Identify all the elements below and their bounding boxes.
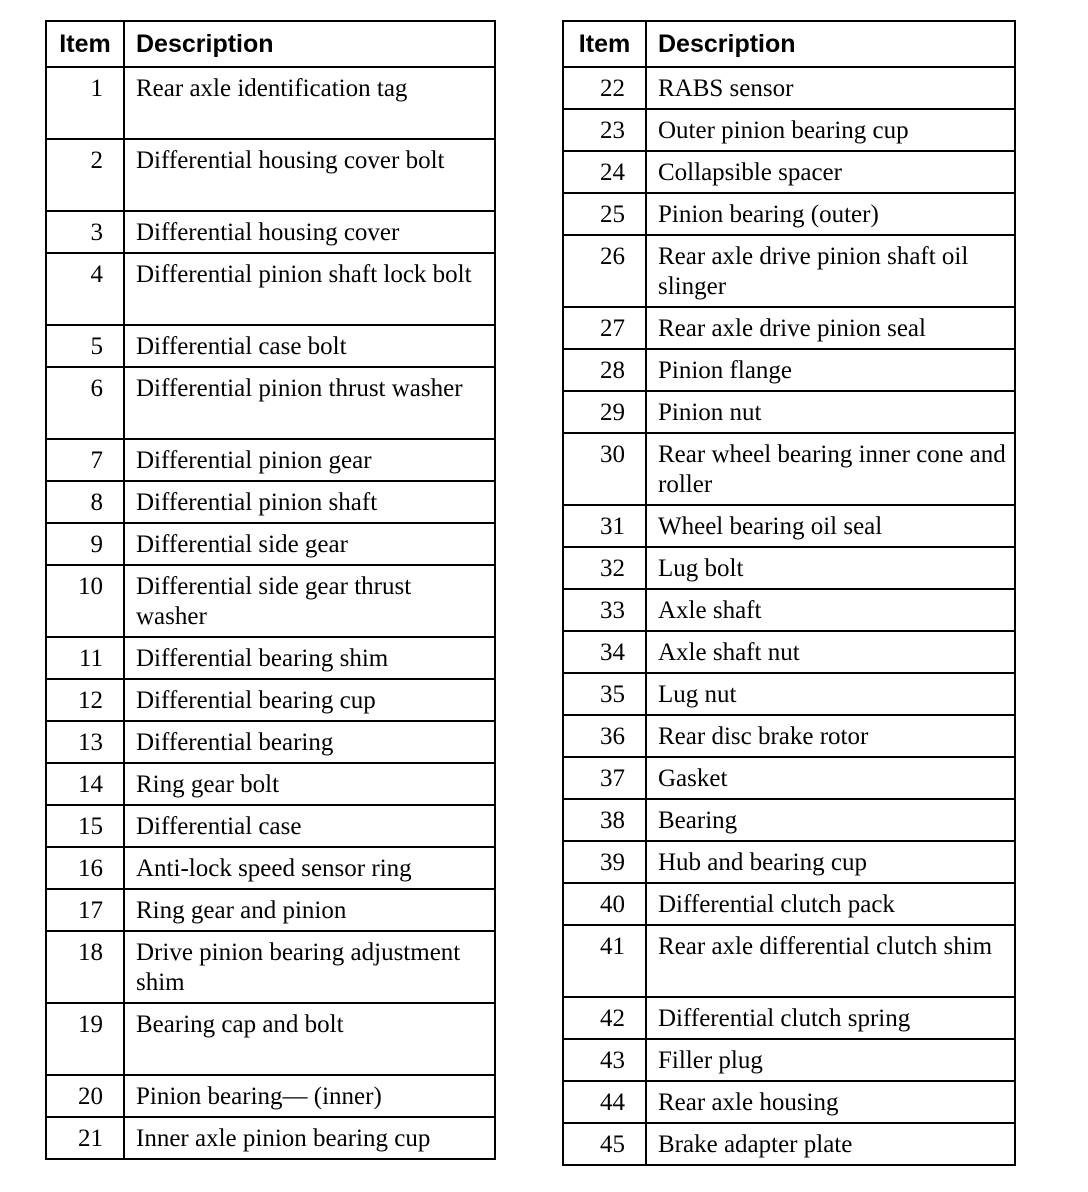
table-row [563,109,1015,151]
description-column-header: Description [124,21,495,67]
item-description: Outer pinion bearing cup [646,109,1015,151]
table-row [563,673,1015,715]
table-row [563,841,1015,883]
table-row [46,1075,495,1117]
item-number: 12 [46,679,124,721]
item-description: Differential pinion shaft lock bolt [124,253,495,325]
item-number: 23 [563,109,646,151]
table-row [46,139,495,211]
item-number: 2 [46,139,124,211]
table-row [46,565,495,637]
item-number: 43 [563,1039,646,1081]
table-row [563,631,1015,673]
item-description: Anti-lock speed sensor ring [124,847,495,889]
item-description: Differential housing cover bolt [124,139,495,211]
table-row [563,433,1015,505]
item-number: 39 [563,841,646,883]
item-number: 45 [563,1123,646,1165]
item-number: 30 [563,433,646,505]
table-row [46,721,495,763]
table-row [563,757,1015,799]
table-row [46,763,495,805]
item-number: 17 [46,889,124,931]
table-row [46,931,495,1003]
item-number: 5 [46,325,124,367]
item-description: Differential side gear thrust washer [124,565,495,637]
item-description: Rear axle drive pinion seal [646,307,1015,349]
item-description: RABS sensor [646,67,1015,109]
item-number: 7 [46,439,124,481]
item-description: Differential side gear [124,523,495,565]
item-description: Collapsible spacer [646,151,1015,193]
table-row [563,505,1015,547]
table-row [46,211,495,253]
table-row [46,805,495,847]
item-description: Drive pinion bearing adjustment shim [124,931,495,1003]
item-description: Differential pinion shaft [124,481,495,523]
item-number: 38 [563,799,646,841]
item-description: Ring gear and pinion [124,889,495,931]
item-description: Rear axle differential clutch shim [646,925,1015,997]
item-description: Differential pinion gear [124,439,495,481]
item-description: Pinion nut [646,391,1015,433]
table-row [563,391,1015,433]
table-row [563,349,1015,391]
item-description: Axle shaft [646,589,1015,631]
table-row [563,883,1015,925]
table-row [563,1039,1015,1081]
item-description: Differential housing cover [124,211,495,253]
item-description: Rear axle identification tag [124,67,495,139]
item-number: 29 [563,391,646,433]
item-description: Brake adapter plate [646,1123,1015,1165]
item-number: 32 [563,547,646,589]
item-description: Pinion bearing— (inner) [124,1075,495,1117]
item-number: 27 [563,307,646,349]
item-number: 35 [563,673,646,715]
table-row [46,1117,495,1159]
parts-table-right [562,20,1016,1166]
item-number: 9 [46,523,124,565]
item-description: Differential bearing [124,721,495,763]
item-number: 24 [563,151,646,193]
table-row [46,253,495,325]
item-description: Inner axle pinion bearing cup [124,1117,495,1159]
table-row [563,997,1015,1039]
item-number: 6 [46,367,124,439]
item-number: 14 [46,763,124,805]
item-description: Axle shaft nut [646,631,1015,673]
item-description: Lug bolt [646,547,1015,589]
item-description: Lug nut [646,673,1015,715]
item-number: 40 [563,883,646,925]
parts-table-left [45,20,496,1160]
table-row [46,889,495,931]
item-description: Pinion bearing (outer) [646,193,1015,235]
item-description: Rear axle drive pinion shaft oil slinger [646,235,1015,307]
item-description: Bearing cap and bolt [124,1003,495,1075]
item-number: 19 [46,1003,124,1075]
item-description: Differential clutch spring [646,997,1015,1039]
item-number: 21 [46,1117,124,1159]
item-number: 33 [563,589,646,631]
item-description: Differential bearing shim [124,637,495,679]
item-description: Wheel bearing oil seal [646,505,1015,547]
table-row [563,925,1015,997]
table-row [46,637,495,679]
right-table-body [563,67,1015,1165]
table-row [46,439,495,481]
item-description: Pinion flange [646,349,1015,391]
item-number: 3 [46,211,124,253]
table-row [46,1003,495,1075]
item-number: 44 [563,1081,646,1123]
item-description: Differential bearing cup [124,679,495,721]
table-row [563,799,1015,841]
item-number: 41 [563,925,646,997]
item-number: 34 [563,631,646,673]
item-number: 15 [46,805,124,847]
item-number: 37 [563,757,646,799]
item-description: Gasket [646,757,1015,799]
table-row [563,235,1015,307]
table-row [563,547,1015,589]
item-number: 13 [46,721,124,763]
item-number: 16 [46,847,124,889]
table-row [563,1123,1015,1165]
table-row [563,151,1015,193]
item-number: 20 [46,1075,124,1117]
table-row [563,715,1015,757]
item-description: Rear axle housing [646,1081,1015,1123]
left-table-body [46,67,495,1159]
item-number: 10 [46,565,124,637]
item-number: 36 [563,715,646,757]
table-row [46,481,495,523]
table-row [46,67,495,139]
table-row [563,307,1015,349]
table-row [563,1081,1015,1123]
table-row [46,679,495,721]
item-description: Filler plug [646,1039,1015,1081]
item-number: 4 [46,253,124,325]
item-number: 8 [46,481,124,523]
item-number: 31 [563,505,646,547]
description-column-header: Description [646,21,1015,67]
item-description: Ring gear bolt [124,763,495,805]
item-description: Differential case bolt [124,325,495,367]
table-row [563,67,1015,109]
table-row [46,367,495,439]
item-number: 28 [563,349,646,391]
item-number: 11 [46,637,124,679]
table-header-row [46,21,495,67]
item-number: 26 [563,235,646,307]
item-description: Differential case [124,805,495,847]
item-description: Rear wheel bearing inner cone and roller [646,433,1015,505]
table-row [46,325,495,367]
item-description: Rear disc brake rotor [646,715,1015,757]
item-description: Bearing [646,799,1015,841]
table-row [46,523,495,565]
item-number: 18 [46,931,124,1003]
item-number: 25 [563,193,646,235]
item-number: 42 [563,997,646,1039]
table-row [563,193,1015,235]
item-column-header: Item [563,21,646,67]
table-row [563,589,1015,631]
table-row [46,847,495,889]
item-description: Hub and bearing cup [646,841,1015,883]
item-number: 22 [563,67,646,109]
item-number: 1 [46,67,124,139]
table-header-row [563,21,1015,67]
item-column-header: Item [46,21,124,67]
item-description: Differential clutch pack [646,883,1015,925]
item-description: Differential pinion thrust washer [124,367,495,439]
